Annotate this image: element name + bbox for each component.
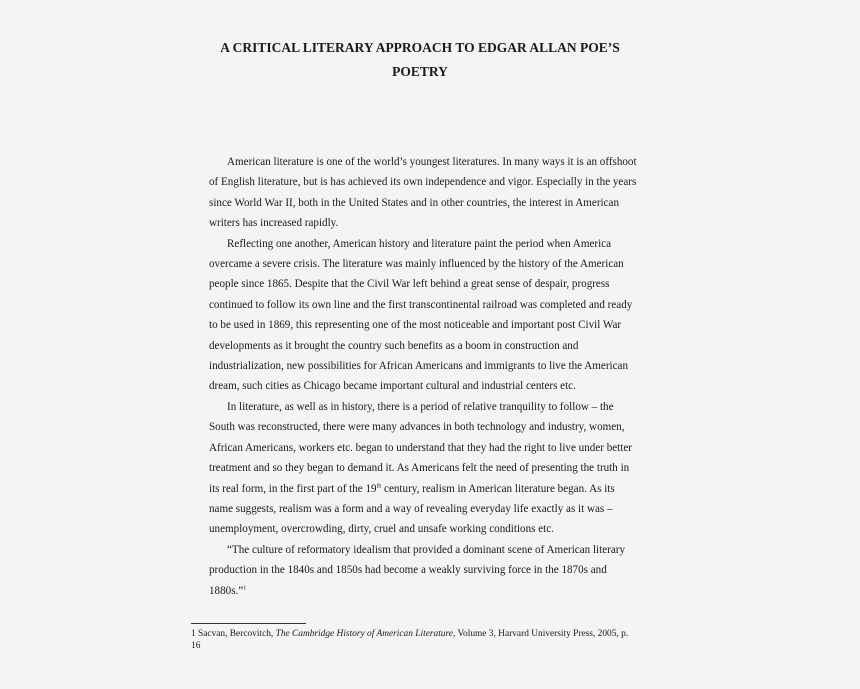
footnote-line bbox=[191, 628, 671, 640]
paragraph-line: American literature is one of the world’s youngest literatures. In many ways it is an offshoot bbox=[227, 156, 637, 168]
book-title: The Cambridge History of American Literature bbox=[275, 629, 453, 639]
line-text: its real form, in the first part of the 19 bbox=[209, 482, 377, 495]
paragraph-line: treatment and so they began to demand it. As Americans felt the need of presenting the truth in bbox=[209, 462, 630, 475]
document-title bbox=[160, 36, 680, 84]
paragraph-line: to be used in 1869, this representing one of the most noticeable and important post Civil War bbox=[209, 319, 622, 332]
paragraph-line: overcame a severe crisis. The literature was mainly influenced by the history of the American bbox=[209, 258, 624, 271]
quote-line bbox=[209, 581, 669, 601]
paragraph-line: since World War II, both in the United States and in other countries, the interest in American bbox=[209, 196, 620, 209]
title-line-1: A CRITICAL LITERARY APPROACH TO EDGAR ALLAN POE’S bbox=[220, 40, 620, 55]
line-text: 1880s.” bbox=[209, 584, 244, 597]
paragraph-line: African Americans, workers etc. began to understand that they had the right to live under better bbox=[209, 441, 632, 454]
ordinal-superscript: th bbox=[376, 482, 382, 489]
paragraph-line: of English literature, but is has achieved its own independence and vigor. Especially in the years bbox=[209, 176, 637, 189]
paragraph-line: name suggests, realism was a form and a way of revealing everyday life exactly as it was – bbox=[209, 502, 613, 515]
quote-line: “The culture of reformatory idealism that provided a dominant scene of American literary bbox=[227, 543, 625, 556]
paragraph-line: people since 1865. Despite that the Civil War left behind a great sense of despair, progress bbox=[209, 278, 610, 291]
paragraph-line: dream, such cities as Chicago became important cultural and industrial centers etc. bbox=[209, 380, 576, 393]
line-text: century, realism in American literature began. As its bbox=[381, 482, 615, 495]
paragraph-line: industrialization, new possibilities for African Americans and immigrants to live the American bbox=[209, 360, 628, 373]
paragraph-line: developments as it brought the country such benefits as a boom in construction and bbox=[209, 339, 579, 352]
paragraph-line: unemployment, overcrowding, dirty, cruel and unsafe working conditions etc. bbox=[209, 523, 554, 536]
footnote-separator bbox=[191, 623, 306, 624]
body-text bbox=[209, 152, 669, 601]
footnote bbox=[191, 628, 671, 652]
footnote-page: 16 bbox=[191, 641, 201, 651]
paragraph-line: In literature, as well as in history, there is a period of relative tranquility to follow – the bbox=[227, 400, 614, 413]
title-line-2: POETRY bbox=[392, 64, 448, 79]
paragraph-line: continued to follow its own line and the first transcontinental railroad was completed and ready bbox=[209, 298, 633, 311]
footnote-reference: 1 bbox=[243, 584, 247, 591]
paragraph-line: South was reconstructed, there were many advances in both technology and industry, women, bbox=[209, 421, 625, 434]
paragraph-line: Reflecting one another, American history and literature paint the period when America bbox=[227, 237, 612, 250]
footnote-text: 1 Sacvan, Bercovitch, bbox=[191, 629, 276, 639]
quote-line: production in the 1840s and 1850s had become a weakly surviving force in the 1870s and bbox=[209, 564, 607, 577]
paragraph-line bbox=[209, 479, 669, 499]
footnote-text: , Volume 3, Harvard University Press, 2005, p. bbox=[452, 629, 629, 639]
paragraph-line: writers has increased rapidly. bbox=[209, 217, 339, 230]
